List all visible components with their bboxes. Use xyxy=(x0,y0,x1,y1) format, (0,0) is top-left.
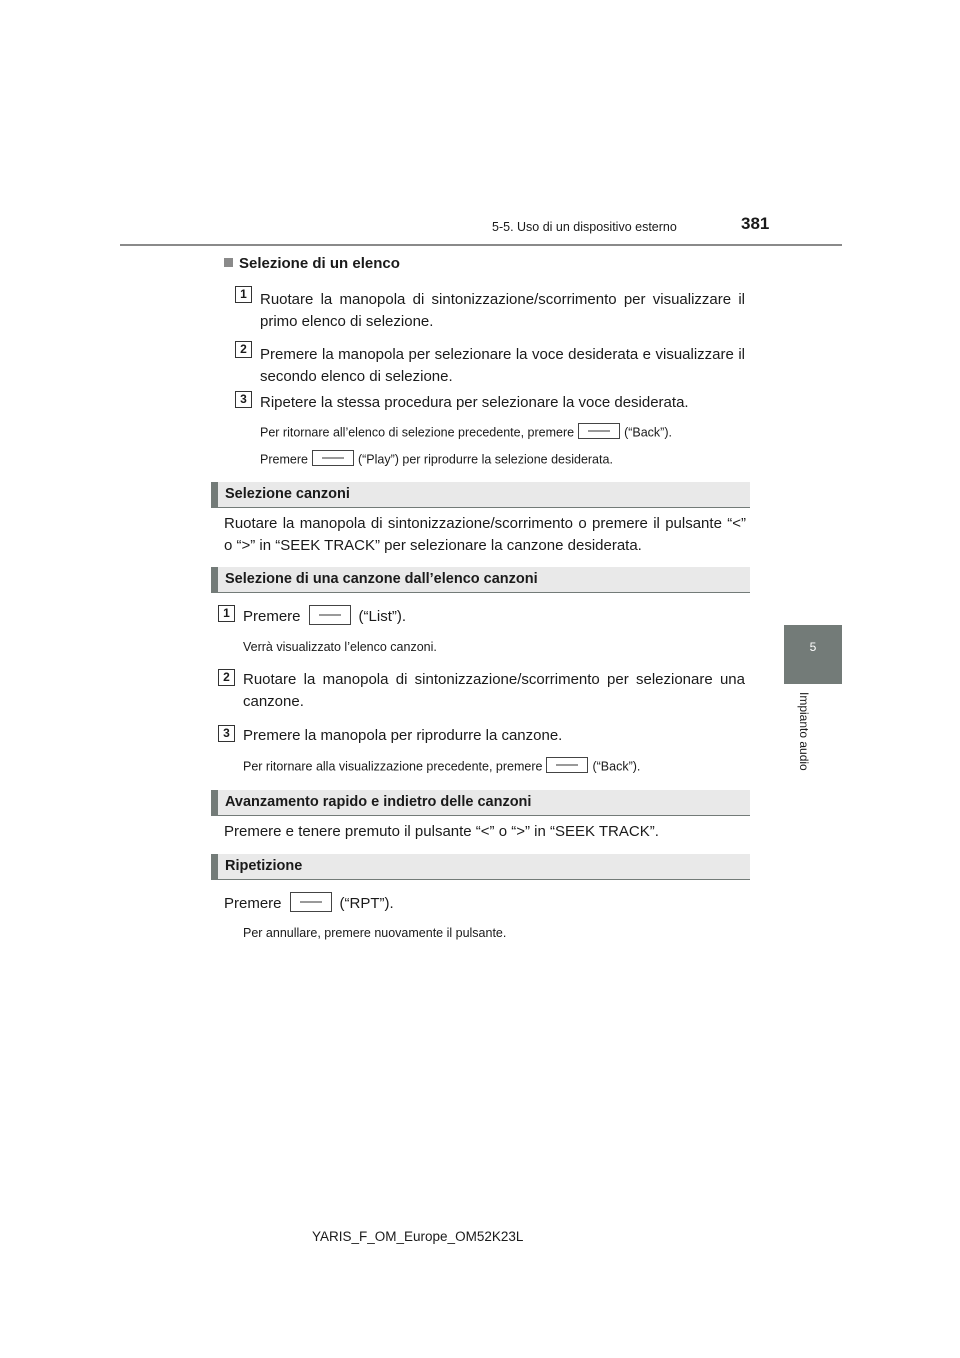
note-text: Premere xyxy=(260,452,308,467)
section-bar-repeat xyxy=(211,854,750,880)
step-text: Ruotare la manopola di sintonizzazione/scorrimento per selezionare una canzone. xyxy=(243,671,745,710)
step-text: Ripetere la stessa procedura per selezionare la voce desiderata. xyxy=(260,394,689,411)
page-number: 381 xyxy=(741,214,770,233)
document-code: YARIS_F_OM_Europe_OM52K23L xyxy=(312,1229,524,1244)
chapter-number: 5 xyxy=(809,640,817,654)
back-button-icon xyxy=(578,423,620,439)
back-button-icon xyxy=(546,757,588,773)
rpt-button-icon xyxy=(290,892,332,912)
note-text: (“Back”). xyxy=(624,425,672,440)
subheading-list-selection xyxy=(224,255,400,272)
section-bar-fast-forward xyxy=(211,790,750,816)
note-back xyxy=(243,759,640,775)
step-text: Ruotare la manopola di sintonizzazione/scorrimento per visualizzare il primo elenco di selezione. xyxy=(260,291,745,330)
step-text: Premere la manopola per selezionare la voce desiderata e visualizzare il secondo elenco di selezione. xyxy=(260,346,745,385)
subheading-text: Selezione di un elenco xyxy=(239,255,400,272)
paragraph: Ruotare la manopola di sintonizzazione/scorrimento o premere il pulsante “<” o “>” in “SEEK TRACK” per selezionare la canzone desiderata. xyxy=(224,515,746,554)
header-divider xyxy=(120,244,842,246)
paragraph xyxy=(224,893,394,915)
step-text: Premere la manopola per riprodurre la canzone. xyxy=(243,727,563,744)
step-text xyxy=(243,606,406,628)
note-text: Per ritornare alla visualizzazione precedente, premere xyxy=(243,759,543,774)
section-bar-song-selection xyxy=(211,482,750,508)
text-part: (“RPT”). xyxy=(339,895,394,912)
section-title: Ripetizione xyxy=(225,858,303,874)
section-title: 5-5. Uso di un dispositivo esterno xyxy=(492,220,677,234)
step-badge: 2 xyxy=(235,341,252,358)
square-bullet-icon xyxy=(224,258,233,267)
section-title: Selezione canzoni xyxy=(225,486,350,502)
step-badge: 3 xyxy=(235,391,252,408)
section-title: Avanzamento rapido e indietro delle canzoni xyxy=(225,794,532,810)
step-badge: 3 xyxy=(218,725,235,742)
step-text-part: Premere xyxy=(243,608,301,625)
play-button-icon xyxy=(312,450,354,466)
note: Verrà visualizzato l’elenco canzoni. xyxy=(243,640,437,654)
section-title: Selezione di una canzone dall’elenco canzoni xyxy=(225,571,538,587)
note-play xyxy=(260,452,613,468)
paragraph: Premere e tenere premuto il pulsante “<” o “>” in “SEEK TRACK”. xyxy=(224,823,659,840)
list-button-icon xyxy=(309,605,351,625)
chapter-label: Impianto audio xyxy=(797,692,811,771)
note-text: Per ritornare all’elenco di selezione precedente, premere xyxy=(260,425,575,440)
section-bar-song-list xyxy=(211,567,750,593)
step-badge: 2 xyxy=(218,669,235,686)
chapter-tab xyxy=(784,625,842,684)
step-badge: 1 xyxy=(235,286,252,303)
step-text-part: (“List”). xyxy=(358,608,407,625)
note-text: (“Play”) per riprodurre la selezione desiderata. xyxy=(357,452,613,467)
note-back xyxy=(260,425,672,441)
step-badge: 1 xyxy=(218,605,235,622)
text-part: Premere xyxy=(224,895,282,912)
note: Per annullare, premere nuovamente il pulsante. xyxy=(243,926,507,940)
note-text: (“Back”). xyxy=(592,759,641,774)
